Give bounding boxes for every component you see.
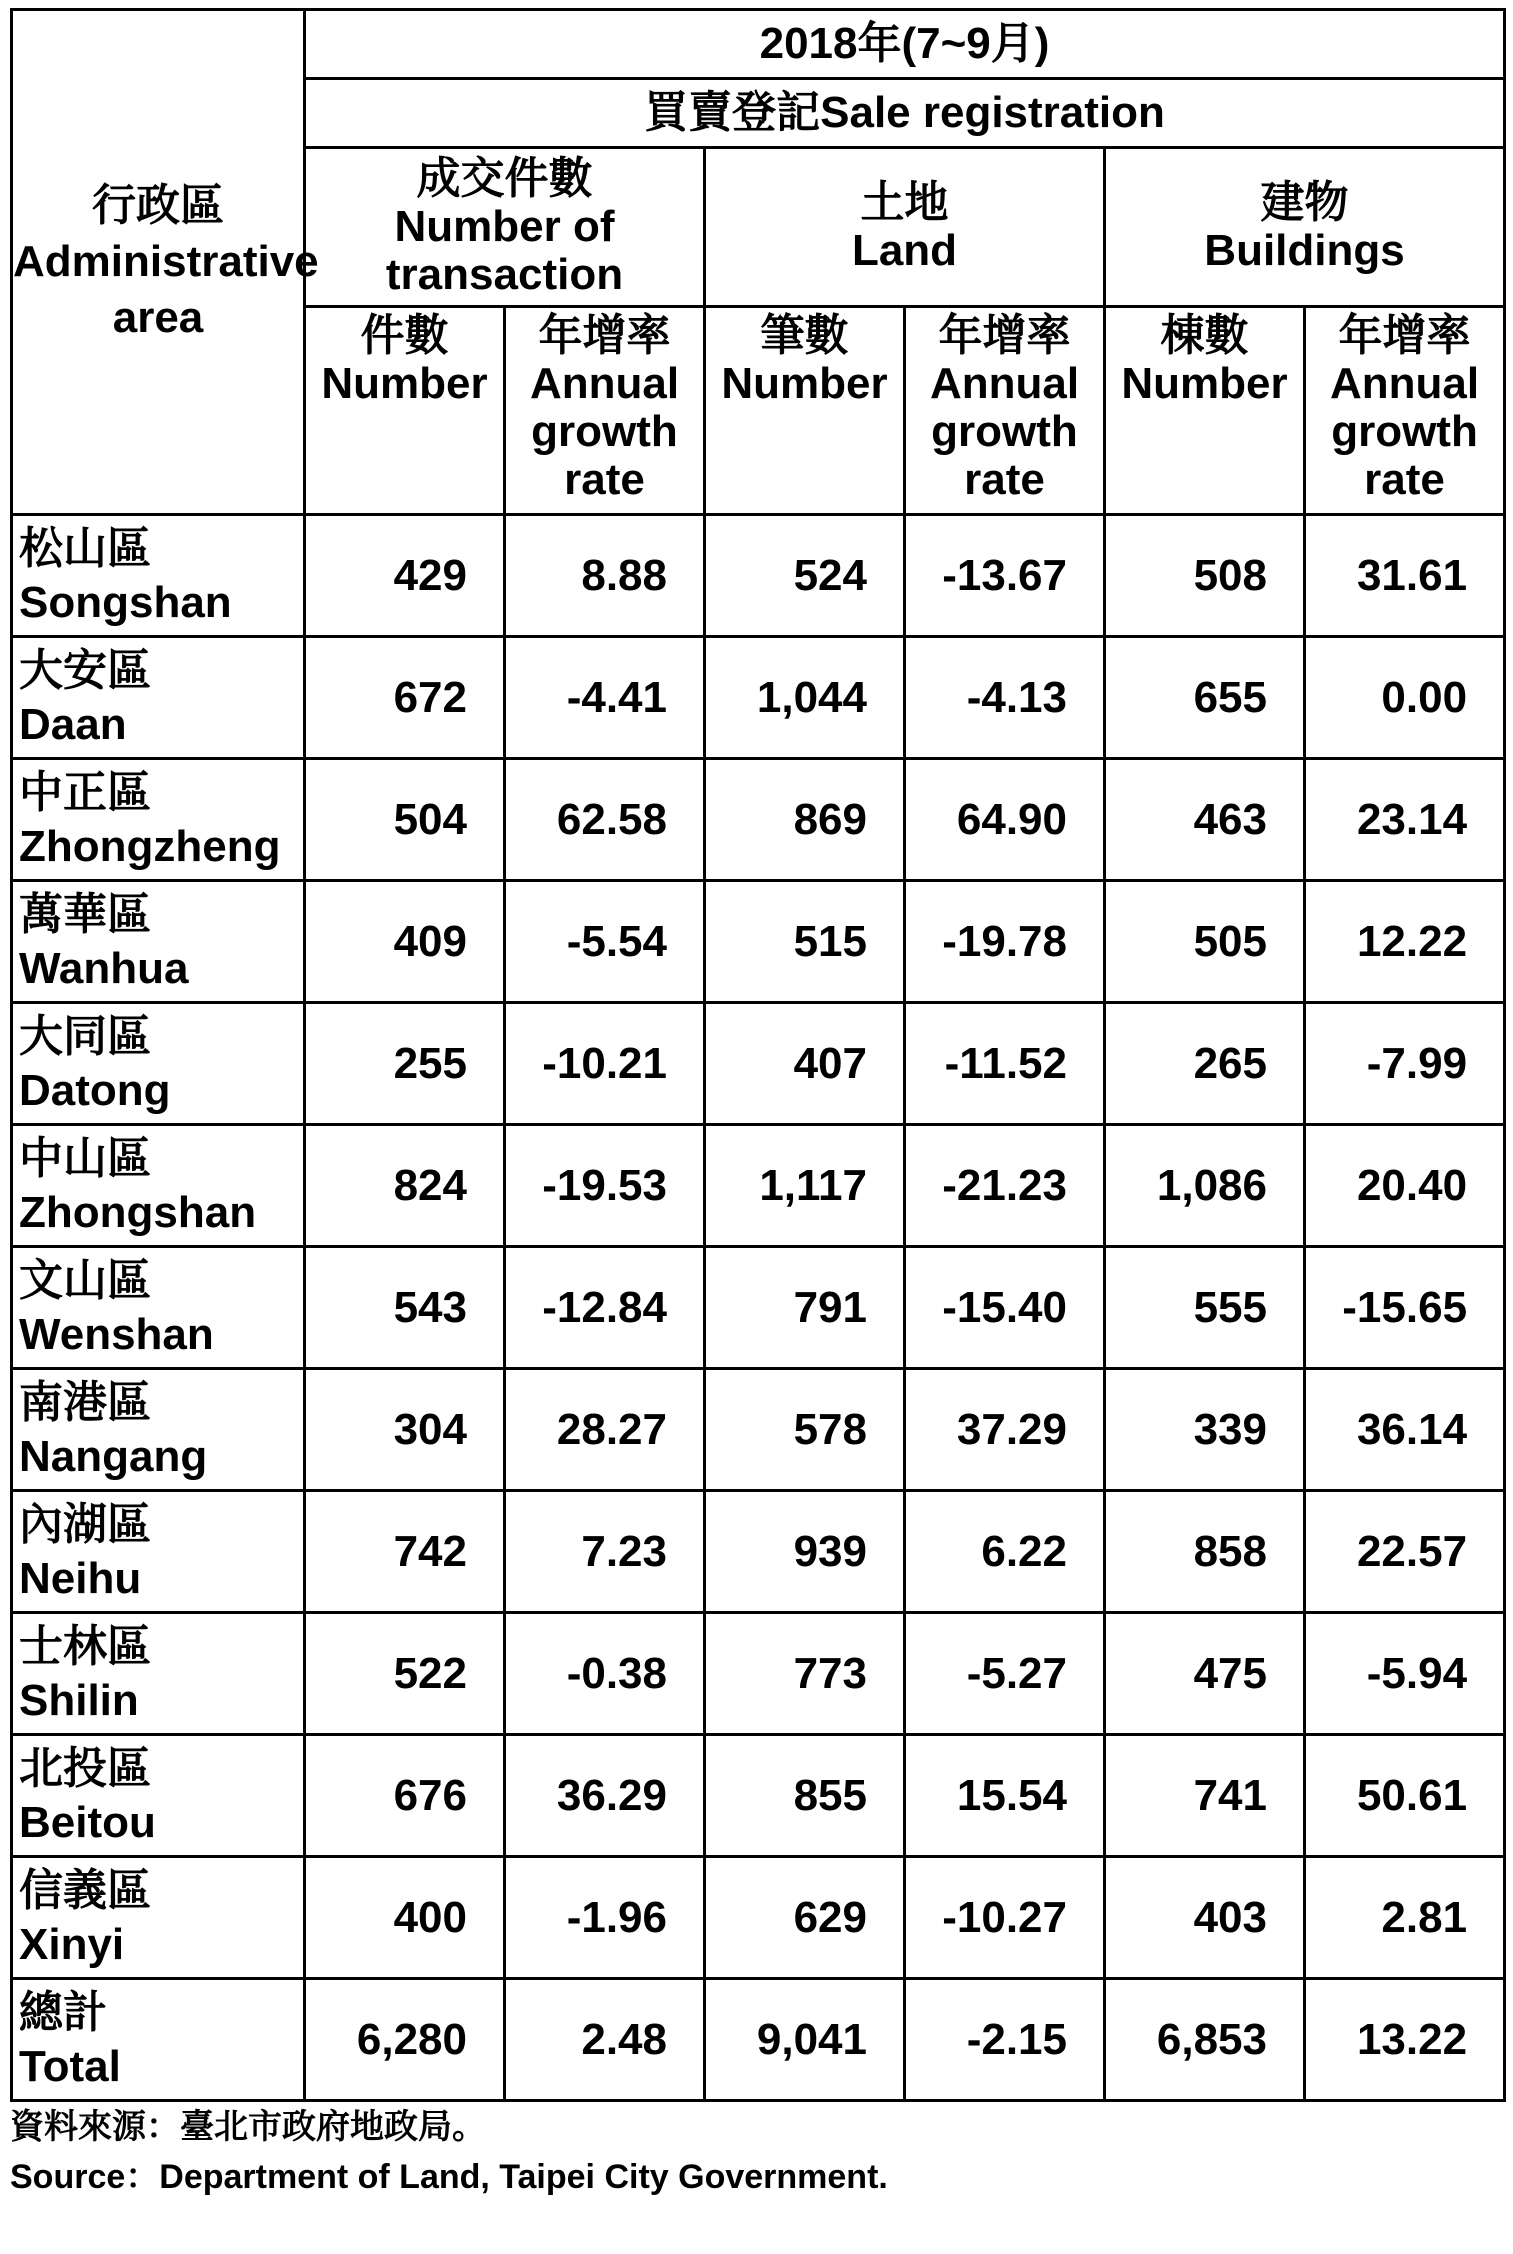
land-number-cell: 939: [705, 1491, 905, 1613]
table-row: [12, 759, 1505, 881]
land-number-cell: 9,041: [705, 1979, 905, 2101]
admin-area-header: [12, 10, 319, 515]
district-name-zh: 萬華區: [19, 889, 151, 939]
district-name-cell: [12, 515, 305, 637]
subcol-header-transaction-number: [305, 307, 505, 515]
subcol-header-building-growth: [1305, 307, 1505, 515]
transaction-number-cell: 6,280: [305, 1979, 505, 2101]
building-growth-cell: 31.61: [1305, 515, 1505, 637]
transaction-number-cell: 742: [305, 1491, 505, 1613]
table-row: [12, 1857, 1505, 1979]
land-number-cell: 855: [705, 1735, 905, 1857]
transaction-number-cell: 543: [305, 1247, 505, 1369]
land-growth-cell: -13.67: [905, 515, 1105, 637]
group-header-en: Buildings: [1204, 226, 1405, 275]
district-name-en: Wanhua: [19, 943, 189, 993]
group-header-en: Number of transaction: [385, 202, 624, 299]
district-name-cell: [12, 1735, 305, 1857]
sale-registration-header: 買賣登記Sale registration: [305, 79, 1505, 148]
transaction-growth-cell: 7.23: [505, 1491, 705, 1613]
land-growth-cell: -11.52: [905, 1003, 1105, 1125]
district-name-cell: [12, 637, 305, 759]
land-number-cell: 1,117: [705, 1125, 905, 1247]
building-growth-cell: -5.94: [1305, 1613, 1505, 1735]
subcol-header-zh: 年增率: [938, 311, 1071, 360]
subcol-header-en: Annual growth rate: [529, 359, 680, 504]
land-growth-cell: -15.40: [905, 1247, 1105, 1369]
building-number-cell: 1,086: [1105, 1125, 1305, 1247]
transaction-number-cell: 400: [305, 1857, 505, 1979]
transaction-growth-cell: 62.58: [505, 759, 705, 881]
subcol-header-zh: 棟數: [1160, 311, 1249, 360]
land-growth-cell: -19.78: [905, 881, 1105, 1003]
group-header-zh: 成交件數: [416, 154, 593, 203]
table-row: [12, 1491, 1505, 1613]
building-number-cell: 463: [1105, 759, 1305, 881]
district-name-zh: 內湖區: [19, 1499, 151, 1549]
building-number-cell: 265: [1105, 1003, 1305, 1125]
table-row: [12, 637, 1505, 759]
building-number-cell: 505: [1105, 881, 1305, 1003]
district-name-cell: [12, 1369, 305, 1491]
building-number-cell: 403: [1105, 1857, 1305, 1979]
building-growth-cell: 0.00: [1305, 637, 1505, 759]
transaction-growth-cell: -0.38: [505, 1613, 705, 1735]
land-growth-cell: -2.15: [905, 1979, 1105, 2101]
district-name-cell: [12, 1491, 305, 1613]
land-growth-cell: -5.27: [905, 1613, 1105, 1735]
subcol-header-land-growth: [905, 307, 1105, 515]
source-note-zh: 資料來源：臺北市政府地政局。: [10, 2108, 486, 2146]
subcol-header-transaction-growth: [505, 307, 705, 515]
land-growth-cell: 64.90: [905, 759, 1105, 881]
land-number-cell: 869: [705, 759, 905, 881]
subcol-header-en: Number: [1121, 359, 1288, 408]
table-row: [12, 1125, 1505, 1247]
land-growth-cell: 37.29: [905, 1369, 1105, 1491]
building-growth-cell: 12.22: [1305, 881, 1505, 1003]
transaction-growth-cell: 36.29: [505, 1735, 705, 1857]
group-header-zh: 土地: [860, 178, 949, 227]
land-growth-cell: -4.13: [905, 637, 1105, 759]
district-name-zh: 北投區: [19, 1743, 151, 1793]
source-note: [10, 2102, 1503, 2202]
subcol-header-zh: 件數: [360, 311, 449, 360]
transaction-growth-cell: -4.41: [505, 637, 705, 759]
statistics-document: [10, 8, 1503, 2202]
table-row: [12, 1369, 1505, 1491]
building-growth-cell: 23.14: [1305, 759, 1505, 881]
transaction-growth-cell: -1.96: [505, 1857, 705, 1979]
district-name-zh: 大安區: [19, 645, 151, 695]
group-header-zh: 建物: [1260, 178, 1349, 227]
table-row: [12, 1003, 1505, 1125]
building-number-cell: 508: [1105, 515, 1305, 637]
period-header: 2018年(7~9月): [305, 10, 1505, 79]
district-name-cell: [12, 1247, 305, 1369]
subcol-header-land-number: [705, 307, 905, 515]
building-number-cell: 741: [1105, 1735, 1305, 1857]
transaction-number-cell: 522: [305, 1613, 505, 1735]
subcol-header-zh: 年增率: [538, 311, 671, 360]
land-number-cell: 515: [705, 881, 905, 1003]
land-growth-cell: 6.22: [905, 1491, 1105, 1613]
land-growth-cell: -21.23: [905, 1125, 1105, 1247]
transaction-growth-cell: 8.88: [505, 515, 705, 637]
district-name-zh: 中山區: [19, 1133, 151, 1183]
transaction-number-cell: 304: [305, 1369, 505, 1491]
land-growth-cell: -10.27: [905, 1857, 1105, 1979]
district-name-zh: 南港區: [19, 1377, 151, 1427]
total-row: [12, 1979, 1505, 2101]
building-growth-cell: 2.81: [1305, 1857, 1505, 1979]
transaction-growth-cell: -5.54: [505, 881, 705, 1003]
land-number-cell: 524: [705, 515, 905, 637]
building-number-cell: 655: [1105, 637, 1305, 759]
subcol-header-building-number: [1105, 307, 1305, 515]
subcol-header-zh: 年增率: [1338, 311, 1471, 360]
land-growth-cell: 15.54: [905, 1735, 1105, 1857]
district-name-en: Shilin: [19, 1675, 139, 1725]
building-growth-cell: 22.57: [1305, 1491, 1505, 1613]
source-note-en: Source：Department of Land, Taipei City Government.: [10, 2158, 888, 2196]
district-name-cell: [12, 759, 305, 881]
transaction-growth-cell: -10.21: [505, 1003, 705, 1125]
district-name-en: Datong: [19, 1065, 171, 1115]
land-number-cell: 407: [705, 1003, 905, 1125]
building-growth-cell: -7.99: [1305, 1003, 1505, 1125]
land-number-cell: 629: [705, 1857, 905, 1979]
subcol-header-en: Number: [721, 359, 888, 408]
district-name-zh: 中正區: [19, 767, 151, 817]
transaction-growth-cell: 2.48: [505, 1979, 705, 2101]
transaction-number-cell: 429: [305, 515, 505, 637]
table-row: [12, 1735, 1505, 1857]
district-name-zh: 文山區: [19, 1255, 151, 1305]
district-name-cell: [12, 1125, 305, 1247]
table-row: [12, 881, 1505, 1003]
land-number-cell: 791: [705, 1247, 905, 1369]
building-number-cell: 858: [1105, 1491, 1305, 1613]
subcol-header-zh: 筆數: [760, 311, 849, 360]
district-name-cell: [12, 1613, 305, 1735]
land-group-header: [705, 148, 1105, 307]
admin-area-header-zh: 行政區: [92, 181, 224, 230]
transaction-number-cell: 255: [305, 1003, 505, 1125]
district-name-zh: 松山區: [19, 523, 151, 573]
district-name-zh: 信義區: [19, 1865, 151, 1915]
group-header-en: Land: [851, 226, 958, 275]
transaction-growth-cell: -12.84: [505, 1247, 705, 1369]
transaction-growth-cell: 28.27: [505, 1369, 705, 1491]
building-number-cell: 339: [1105, 1369, 1305, 1491]
district-name-en: Nangang: [19, 1431, 208, 1481]
building-growth-cell: 20.40: [1305, 1125, 1505, 1247]
district-name-zh: 士林區: [19, 1621, 151, 1671]
land-number-cell: 578: [705, 1369, 905, 1491]
district-name-cell: [12, 881, 305, 1003]
transaction-number-cell: 504: [305, 759, 505, 881]
table-row: [12, 1613, 1505, 1735]
building-growth-cell: 50.61: [1305, 1735, 1505, 1857]
district-name-zh: 大同區: [19, 1011, 151, 1061]
land-number-cell: 1,044: [705, 637, 905, 759]
admin-area-header-en: Administrative area: [13, 237, 319, 342]
district-name-en: Beitou: [19, 1797, 156, 1847]
building-growth-cell: 36.14: [1305, 1369, 1505, 1491]
buildings-group-header: [1105, 148, 1505, 307]
district-name-en: Total: [19, 2041, 121, 2091]
building-number-cell: 475: [1105, 1613, 1305, 1735]
subcol-header-en: Annual growth rate: [929, 359, 1080, 504]
district-name-en: Songshan: [19, 577, 232, 627]
transaction-number-cell: 672: [305, 637, 505, 759]
sale-registration-table: [10, 8, 1506, 2102]
building-growth-cell: -15.65: [1305, 1247, 1505, 1369]
district-name-en: Daan: [19, 699, 127, 749]
district-name-en: Neihu: [19, 1553, 142, 1603]
land-number-cell: 773: [705, 1613, 905, 1735]
table-row: [12, 1247, 1505, 1369]
building-number-cell: 6,853: [1105, 1979, 1305, 2101]
district-name-zh: 總計: [19, 1987, 107, 2037]
district-name-en: Zhongzheng: [19, 821, 281, 871]
district-name-en: Zhongshan: [19, 1187, 257, 1237]
district-name-en: Wenshan: [19, 1309, 214, 1359]
transaction-growth-cell: -19.53: [505, 1125, 705, 1247]
district-name-cell: [12, 1003, 305, 1125]
subcol-header-en: Number: [321, 359, 488, 408]
district-name-en: Xinyi: [19, 1919, 125, 1969]
transaction-number-cell: 409: [305, 881, 505, 1003]
building-growth-cell: 13.22: [1305, 1979, 1505, 2101]
district-name-cell: [12, 1857, 305, 1979]
district-name-cell: [12, 1979, 305, 2101]
table-row: [12, 515, 1505, 637]
transactions-group-header: [305, 148, 705, 307]
transaction-number-cell: 676: [305, 1735, 505, 1857]
subcol-header-en: Annual growth rate: [1329, 359, 1480, 504]
building-number-cell: 555: [1105, 1247, 1305, 1369]
transaction-number-cell: 824: [305, 1125, 505, 1247]
